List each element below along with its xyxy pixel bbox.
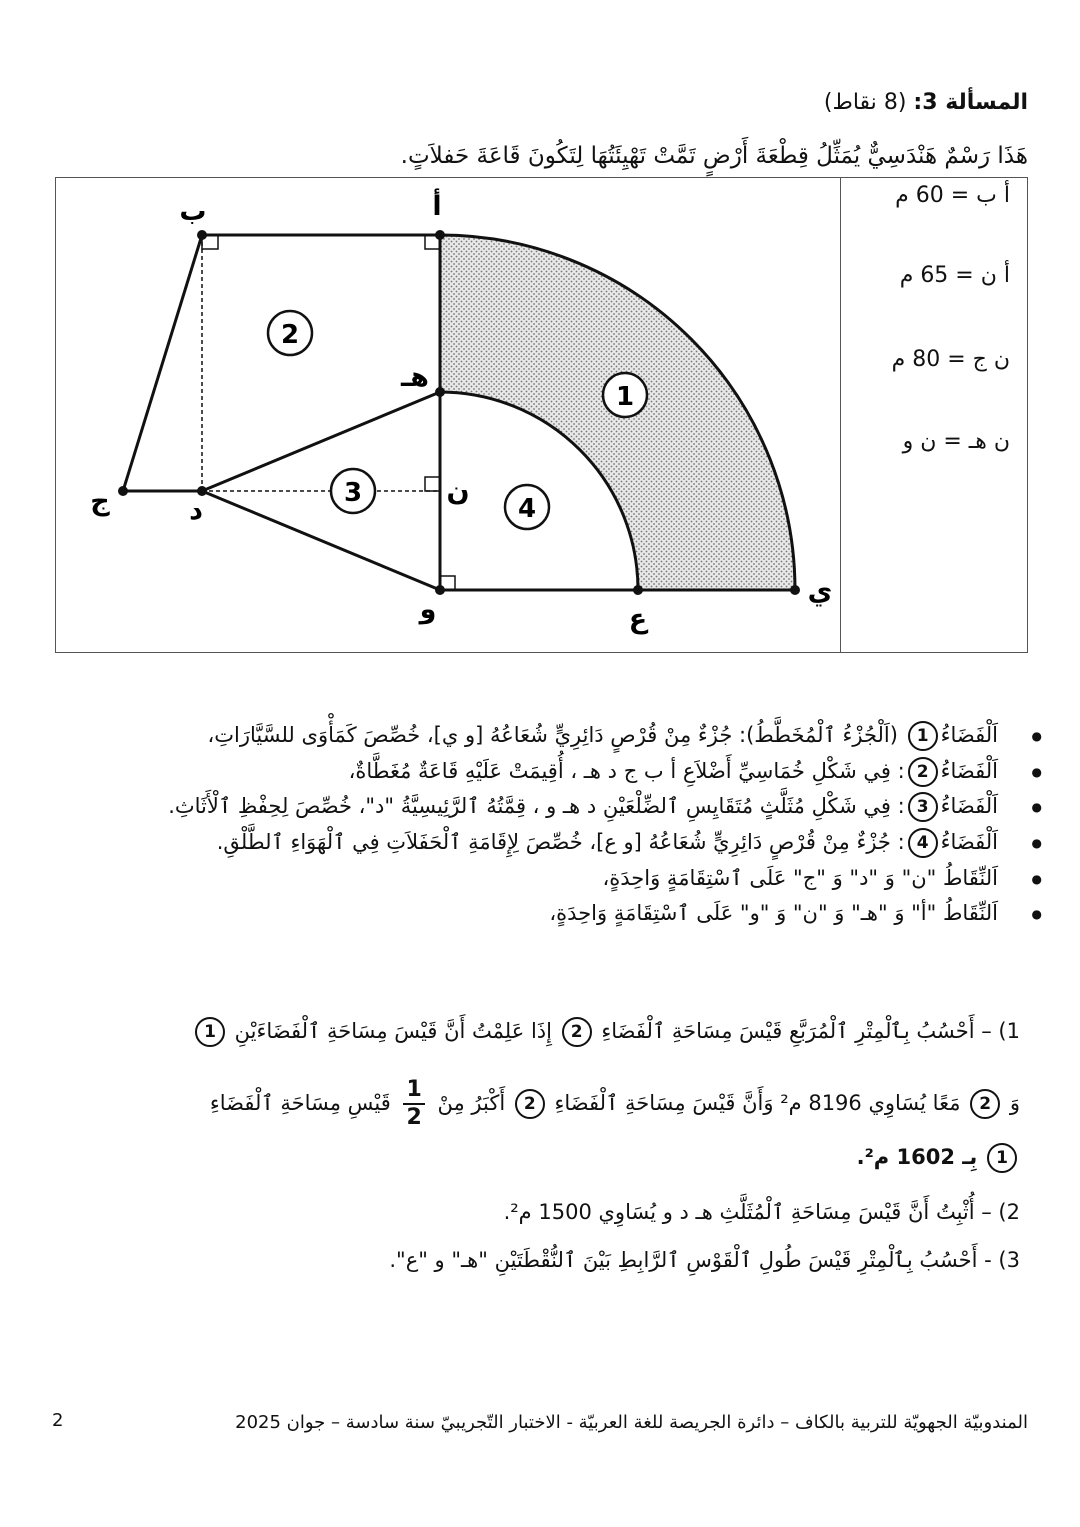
label-j: ج [90, 486, 110, 517]
question-1-line-2: وَ 2 مَعًا يُسَاوِي 8196 م² وَأَنَّ قَيْسَ مِسَاحَةِ ٱلْفَضَاءِ 2 أَكْبَرُ مِنْ $\frac{1}{2}$ قَيْسِ مِسَاحَةِ ٱلْفَضَاءِ [209, 1077, 1020, 1130]
point-b [197, 230, 207, 240]
question-2: 2) – أُثْبِتُ أَنَّ قَيْسَ مِسَاحَةِ ٱلْمُثَلَّثِ هـ د و يُسَاوِي 1500 م². [503, 1200, 1020, 1224]
bullet-space-2: ● اَلْفَضَاءُ2: فِي شَكْلِ خُمَاسِيِّ أَضْلاَعِ أ ب ج د هـ ، أُقِيمَتْ عَلَيْهِ قَاعَةٌ مُغَطَّاةٌ، [60, 754, 1020, 790]
bullet-points-ndj: ● اَلنِّقَاطُ "ن" وَ "د" وَ "ج" عَلَى ٱسْتِقَامَةٍ وَاحِدَةٍ، [60, 861, 1020, 897]
bullet-points-ahnw: ● اَلنِّقَاطُ "أ" وَ "هـ" وَ "ن" وَ "و" عَلَى ٱسْتِقَامَةٍ وَاحِدَةٍ، [60, 896, 1020, 932]
segment-dh [202, 392, 440, 491]
label-e: ع [628, 604, 648, 635]
bullet-space-3: ● اَلْفَضَاءُ3: فِي شَكْلِ مُثَلَّثٍ مُتَقَايِسِ ٱلضِّلْعَيْنِ د هـ و ، قِمَّتُهُ ٱلرَّئِيسِيَّةُ "د"، خُصِّصَ لِحِفْظِ ٱلْأَثَاثِ. [60, 789, 1020, 825]
geometry-figure [0, 0, 1080, 700]
given-ab: أ ب = 60 م [895, 183, 1010, 208]
page-number: 2 [52, 1410, 64, 1431]
region-1-number: 1 [615, 382, 635, 412]
point-e [633, 585, 643, 595]
point-h [435, 387, 445, 397]
label-n: ن [446, 476, 470, 507]
bullet-space-1: ● اَلْفَضَاءُ1 (اَلْجُزْءُ ٱلْمُخَطَّطُ): جُزْءٌ مِنْ قُرْصٍ دَائِرِيٍّ شُعَاعُهُ [و ي]، خُصِّصَ كَمَأْوَى للسَّيَّارَاتِ، [60, 718, 1020, 754]
region-3-number: 3 [343, 478, 363, 508]
bullet-space-4: ● اَلْفَضَاءُ4: جُزْءٌ مِنْ قُرْصٍ دَائِرِيٍّ شُعَاعُهُ [و ع]، خُصِّصَ لِإِقَامَةِ ٱلْحَفَلاَتِ فِي ٱلْهَوَاءِ ٱلطَّلْقِ. [60, 825, 1020, 861]
label-y: ي [807, 576, 833, 607]
given-an: أ ن = 65 م [899, 263, 1010, 288]
segment-dw [202, 491, 440, 590]
fraction-one-half: $\frac{1}{2}$ [403, 1077, 424, 1131]
label-a: أ [432, 191, 442, 222]
segment-bj [123, 235, 202, 491]
label-b: ب [179, 196, 207, 227]
problem-points: (8 نقاط) [823, 90, 907, 115]
label-h: هـ [401, 362, 429, 393]
point-w [435, 585, 445, 595]
right-angle-n [425, 477, 440, 491]
point-y [790, 585, 800, 595]
question-1-line-3: 1 بِـ 1602 م². [60, 1143, 1020, 1173]
question-3: 3) - أَحْسُبُ بِٱلْمِتْرِ قَيْسَ طُولِ ٱلْقَوْسِ ٱلرَّابِطِ بَيْنَ ٱلنُّقْطَتَيْنِ "هـ" و "ع". [389, 1248, 1020, 1272]
given-nh-nw: ن هـ = ن و [902, 429, 1010, 454]
point-j [118, 486, 128, 496]
problem-intro: هَذَا رَسْمٌ هَنْدَسِيٌّ يُمَثِّلُ قِطْعَةَ أَرْضٍ تَمَّتْ تَهْيِئَتُهَا لِتَكُونَ قَاعَةَ حَفلاَتٍ. [400, 143, 1028, 169]
question-1-line-1: 1) – أَحْسُبُ بِٱلْمِتْرِ ٱلْمُرَبَّعِ قَيْسَ مِسَاحَةِ ٱلْفَضَاءِ 2 إِذَا عَلِمْتُ أَنَّ قَيْسَ مِسَاحَةِ ٱلْفَضَاءَيْنِ 1 [60, 1017, 1020, 1047]
footer-text: المندوبيّة الجهويّة للتربية بالكاف – دائرة الجريصة للغة العربيّة - الاختبار التّجريبيّ سنة سادسة – جوان 2025 [235, 1412, 1028, 1433]
bullet-list [60, 718, 1020, 932]
region-2-number: 2 [280, 320, 300, 350]
region-4-number: 4 [517, 494, 537, 524]
problem-title: المسألة 3: [913, 90, 1028, 115]
given-nj: ن ج = 80 م [891, 347, 1010, 372]
label-d: د [189, 495, 203, 526]
point-a [435, 230, 445, 240]
label-w: و [419, 594, 437, 625]
